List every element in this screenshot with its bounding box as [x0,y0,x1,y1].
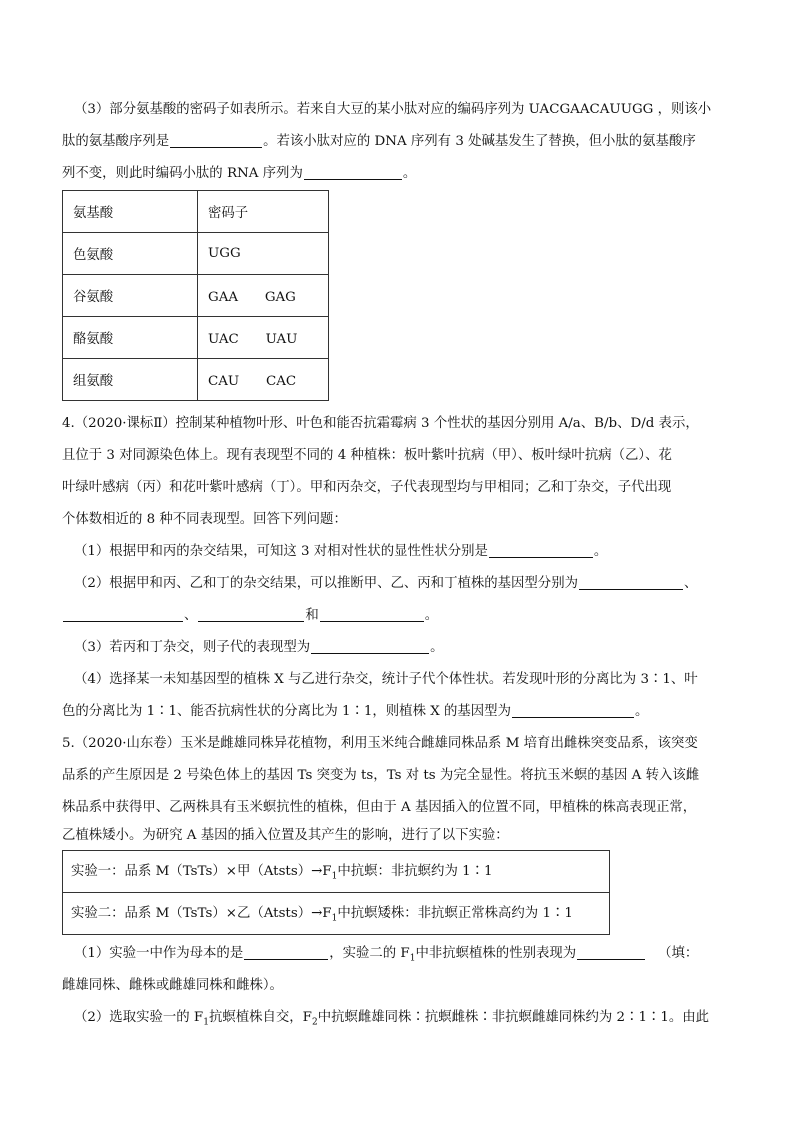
table-cell: 组氨酸 [63,359,198,401]
q4-sub-4-line-1: （4）选择某一未知基因型的植株 X 与乙进行杂交，统计子代个体性状。若发现叶形的分离比为 3∶1、叶 [74,672,698,687]
q3-line-1: （3）部分氨基酸的密码子如表所示。若来自大豆的某小肽对应的编码序列为 UACGAACAUUGG ，则该小 [74,102,712,117]
table-header-cell: 密码子 [198,191,329,233]
table-row [63,233,329,275]
table-row [63,275,329,317]
q4-sub-3: （3）若丙和丁杂交，则子代的表现型为 。 [74,640,444,655]
table-cell: UGG [198,233,329,275]
q5-sub-1-line-2: 雌雄同株、雌株或雌雄同株和雌株）。 [62,978,283,993]
q4-sub-4-line-2: 色的分离比为 1∶1、能否抗病性状的分离比为 1∶1，则植株 X 的基因型为 。 [62,704,649,719]
q4-sub-2-line-1: （2）根据甲和丙、乙和丁的杂交结果，可以推断甲、乙、丙和丁植株的基因型分别为 、 [74,576,698,591]
answer-blank [577,945,645,960]
table-header-row [63,191,329,233]
q4-line-3: 叶绿叶感病（丙）和花叶紫叶感病（丁）。甲和丙杂交，子代表现型均与甲相同；乙和丁杂交，子代出现 [62,480,672,495]
table-cell: UAC UAU [198,317,329,359]
answer-blank [244,945,328,960]
answer-blank [304,165,402,180]
answer-blank [170,133,262,148]
experiment-1: 实验一：品系 M（TsTs）×甲$(Atsts)\to F_1$中抗螟：非抗螟约为 1∶1 [71,864,493,882]
answer-blank [512,703,634,718]
experiment-box [62,850,610,935]
table-cell: 酪氨酸 [63,317,198,359]
q4-sub-2-line-2: 、 和 。 [62,606,438,626]
q4-line-4: 个体数相近的 8 种不同表现型。回答下列问题： [62,512,347,527]
answer-blank [489,543,593,558]
q5-line-2: 品系的产生原因是 2 号染色体上的基因 Ts 突变为 ts，Ts 对 ts 为完全显性。将抗玉米螟的基因 A 转入该雌 [62,768,700,783]
table-cell: 色氨酸 [63,233,198,275]
answer-blank [63,607,183,622]
answer-blank [198,607,304,622]
experiment-2: 实验二：品系 M（TsTs）×乙$(Atsts)\to F_1$中抗螟矮株：非抗螟正常株高约为 1∶1 [63,892,609,934]
table-header-cell: 氨基酸 [63,191,198,233]
q5-line-4: 乙植株矮小。为研究 A 基因的插入位置及其产生的影响，进行了以下实验： [62,828,509,843]
table-cell: 谷氨酸 [63,275,198,317]
answer-blank [579,575,683,590]
q3-line-3: 列不变，则此时编码小肽的 RNA 序列为 。 [62,166,417,181]
answer-blank [320,607,424,622]
q3-line-2: 肽的氨基酸序列是 。若该小肽对应的 DNA 序列有 3 处碱基发生了替换，但小肽的氨基酸序 [62,134,696,149]
q4-line-2: 且位于 3 对同源染色体上。现有表现型不同的 4 种植株：板叶紫叶抗病（甲）、板叶绿叶抗病（乙）、花 [62,448,672,463]
q5-sub-1-line-1: （1）实验一中作为母本的是 ，实验二的 $F_1$中非抗螟植株的性别表现为 （填： [74,946,699,964]
table-cell: GAA GAG [198,275,329,317]
table-cell: CAU CAC [198,359,329,401]
q5-sub-2: （2）选取实验一的 $F_1$抗螟植株自交，$F_2$中抗螟雌雄同株∶抗螟雌株∶非抗螟雌雄同株约为 2∶1∶1。由此 [74,1010,710,1028]
codon-table [62,190,329,401]
table-row [63,317,329,359]
q5-line-1: 5.（2020·山东卷）玉米是雌雄同株异花植物，利用玉米纯合雌雄同株品系 M 培育出雌株突变品系，该突变 [62,736,698,751]
table-row [63,359,329,401]
q4-line-1: 4.（2020·课标Ⅱ）控制某种植物叶形、叶色和能否抗霜霉病 3 个性状的基因分别用 A/a、B/b、D/d 表示， [62,416,699,431]
q5-line-3: 株品系中获得甲、乙两株具有玉米螟抗性的植株，但由于 A 基因插入的位置不同，甲植株的株高表现正常， [62,800,697,815]
q4-sub-1: （1）根据甲和丙的杂交结果，可知这 3 对相对性状的显性性状分别是 。 [74,544,608,559]
answer-blank [311,639,429,654]
